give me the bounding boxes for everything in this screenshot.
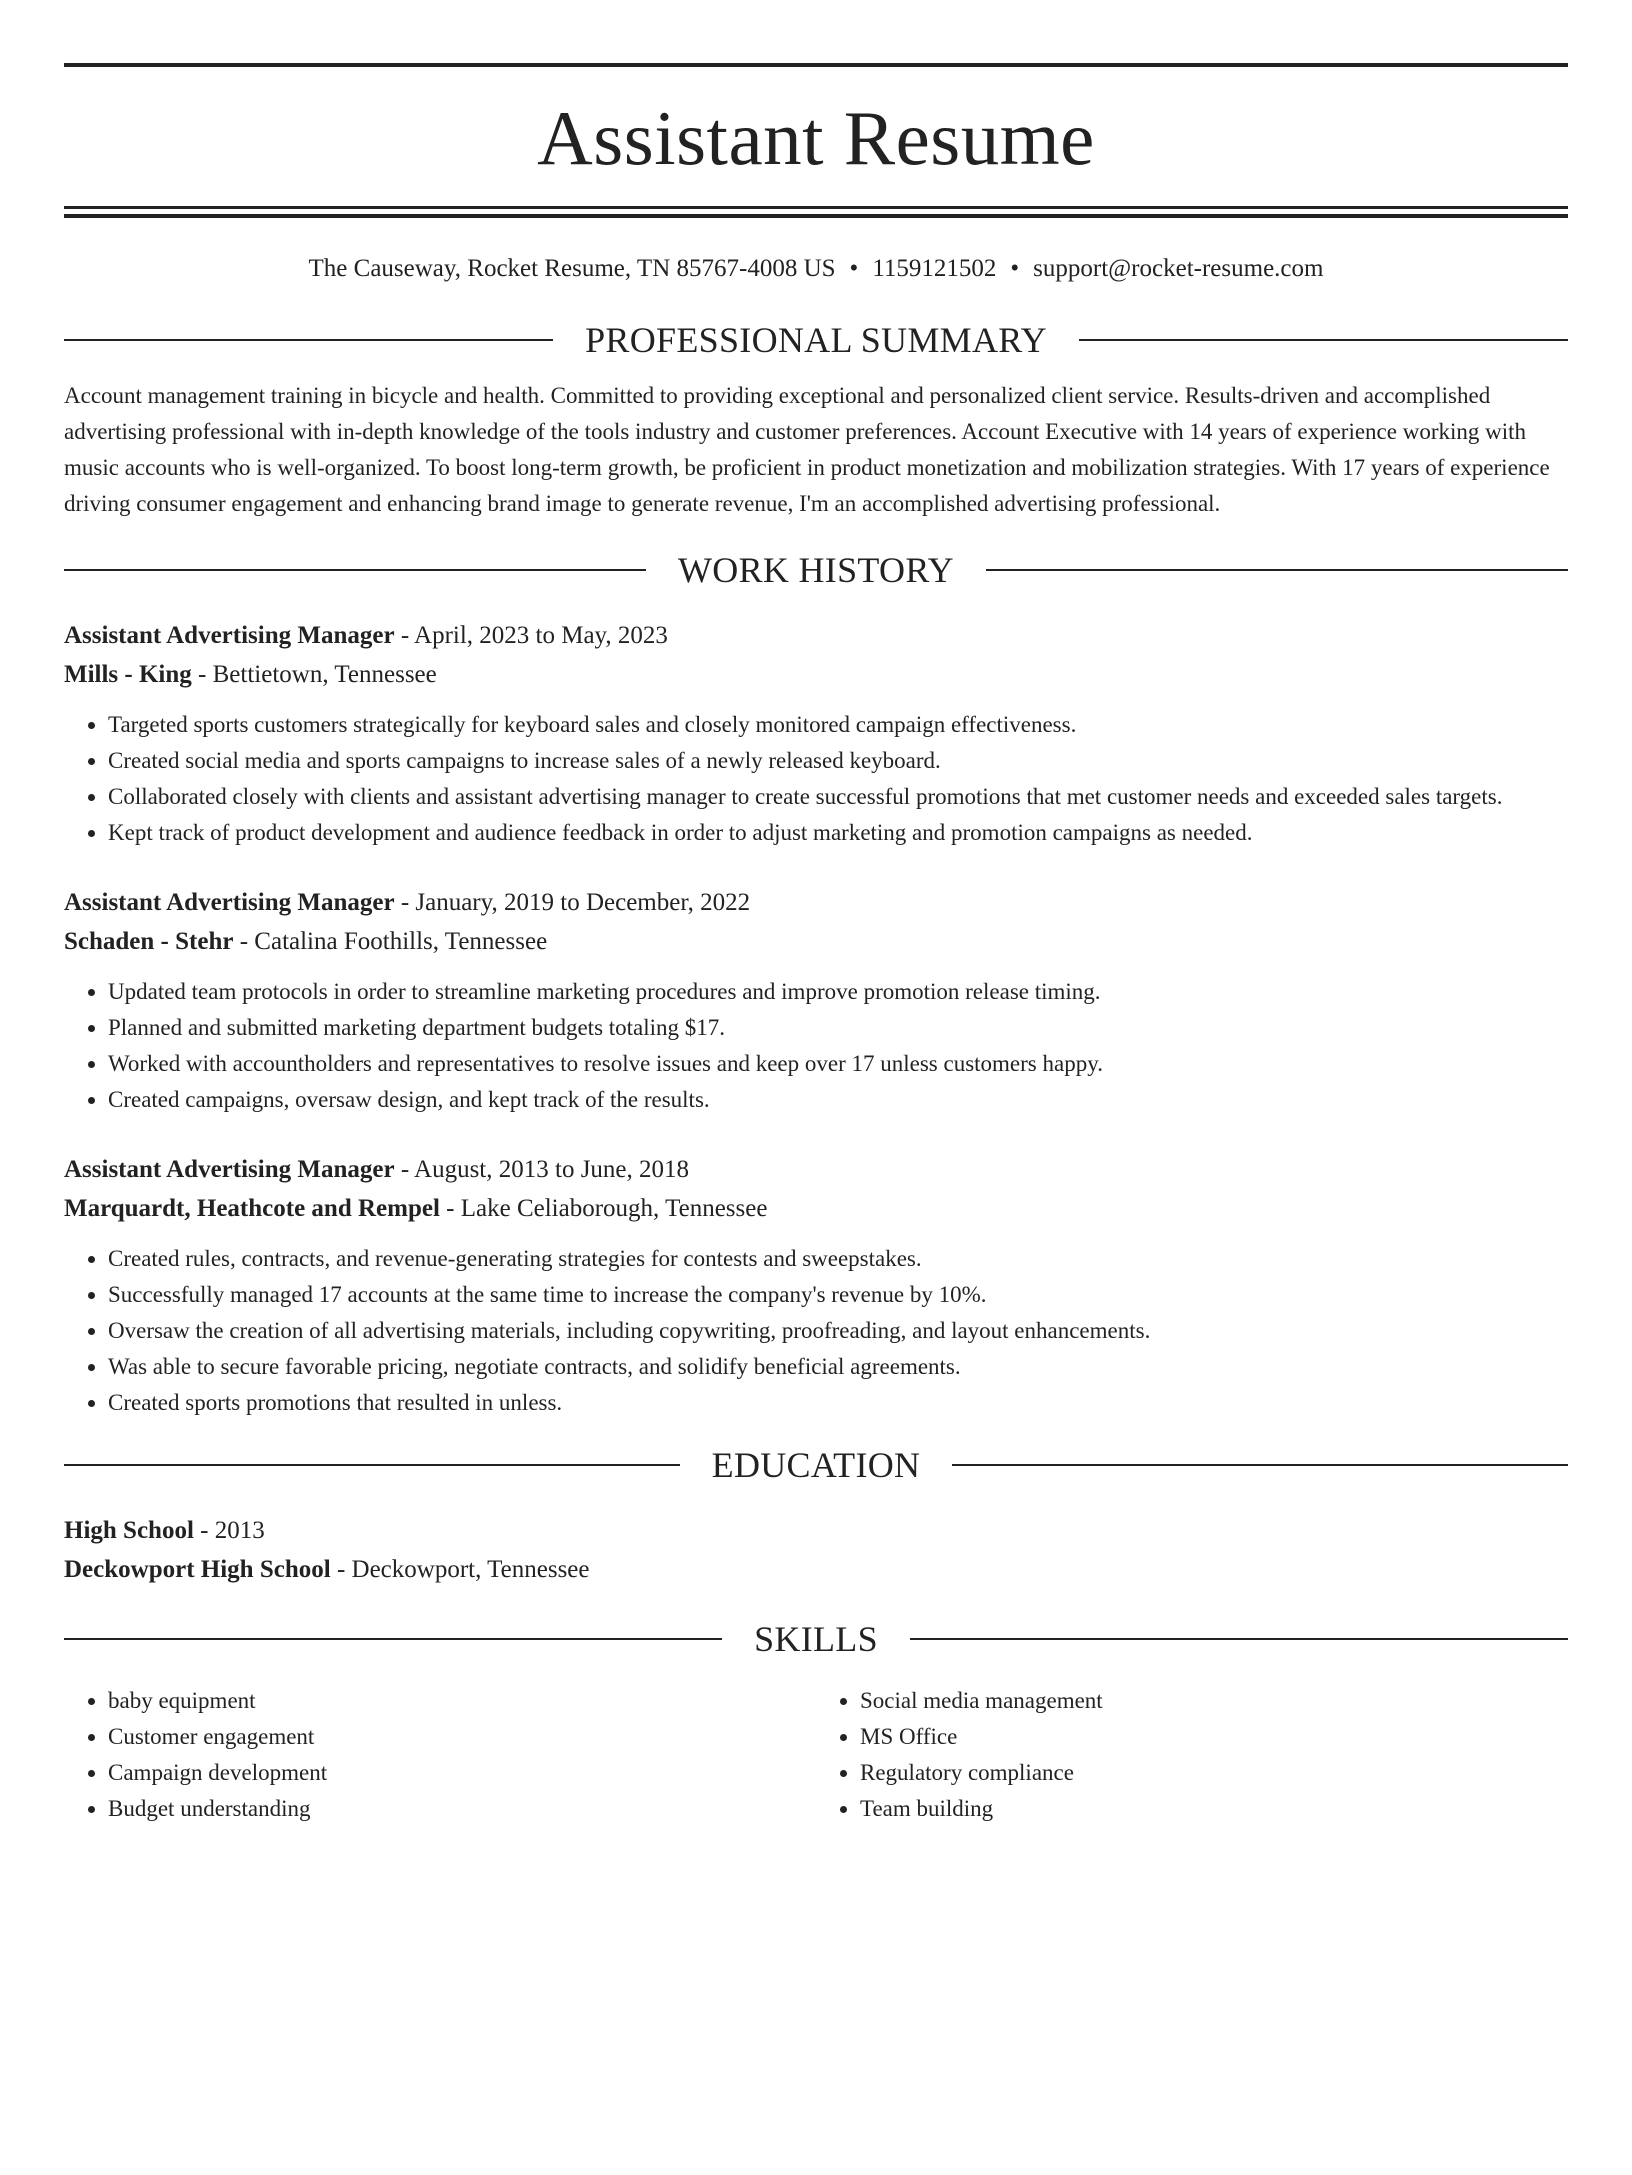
dash: -: [439, 1195, 461, 1222]
school-location: Deckowport, Tennessee: [351, 1556, 590, 1583]
job-location: Bettietown, Tennessee: [212, 661, 437, 688]
summary-text: Account management training in bicycle and health. Committed to providing exceptional and personalized client service. Results-driven and accomplished advertising professional with in-depth knowledge of the tools industry and customer preferences. Account Executive with 14 years of experience working with music accounts who is well-organized. To boost long-term growth, be proficient in product monetization and mobilization strategies. With 17 years of experience driving consumer engagement and enhancing brand image to generate revenue, I'm an accomplished advertising professional.: [64, 383, 1550, 516]
job-company: Marquardt, Heathcote and Rempel: [64, 1195, 440, 1222]
list-item: • Successfully managed 17 accounts at the same time to increase the company's revenue by 10%.: [108, 1277, 1568, 1313]
skill-item: • Social media management: [860, 1683, 1568, 1719]
dash: -: [330, 1556, 352, 1583]
job-company: Mills - King: [64, 661, 192, 688]
dash: -: [394, 1156, 415, 1183]
list-item: • Oversaw the creation of all advertising materials, including copywriting, proofreading, and layout enhancements.: [108, 1313, 1568, 1349]
skill-item: • Customer engagement: [108, 1719, 816, 1755]
job-dates: April, 2023 to May, 2023: [414, 622, 668, 649]
dash: -: [233, 928, 255, 955]
job-entry: [64, 883, 1568, 1118]
job-title: Assistant Advertising Manager: [64, 889, 395, 916]
section-title: PROFESSIONAL SUMMARY: [585, 320, 1047, 360]
resume-title: Assistant Resume: [537, 95, 1095, 181]
list-item: • Created social media and sports campaigns to increase sales of a newly released keyboard.: [108, 743, 1568, 779]
section-heading-skills: [64, 1617, 1568, 1661]
heading-rule: [986, 569, 1568, 571]
contact-separator: •: [849, 255, 859, 282]
skills-column-right: [816, 1683, 1568, 1827]
header-top-rule: [64, 63, 1568, 67]
job-title: Assistant Advertising Manager: [64, 622, 395, 649]
job-location: Lake Celiaborough, Tennessee: [460, 1195, 768, 1222]
dash: -: [193, 1517, 215, 1544]
list-item: • Collaborated closely with clients and assistant advertising manager to create successful promotions that met customer needs and exceeded sales targets.: [108, 779, 1568, 815]
list-item: • Created rules, contracts, and revenue-generating strategies for contests and sweepstakes.: [108, 1241, 1568, 1277]
job-company-line: [64, 655, 1568, 694]
contact-line: [64, 254, 1568, 284]
list-item: • Worked with accountholders and representatives to resolve issues and keep over 17 unless customers happy.: [108, 1046, 1568, 1082]
job-bullets: [64, 1241, 1568, 1421]
skill-item: • Regulatory compliance: [860, 1755, 1568, 1791]
list-item: • Kept track of product development and audience feedback in order to adjust marketing and promotion campaigns as needed.: [108, 815, 1568, 851]
contact-phone: 1159121502: [872, 255, 997, 282]
job-entry: [64, 616, 1568, 851]
contact-separator: •: [1010, 255, 1020, 282]
job-title-line: [64, 1150, 1568, 1189]
job-bullets: [64, 707, 1568, 851]
heading-rule: [952, 1464, 1568, 1466]
job-title: Assistant Advertising Manager: [64, 1156, 395, 1183]
contact-email: support@rocket-resume.com: [1033, 255, 1324, 282]
job-location: Catalina Foothills, Tennessee: [254, 928, 548, 955]
section-title: SKILLS: [754, 1619, 878, 1659]
job-entry: [64, 1150, 1568, 1421]
dash: -: [191, 661, 213, 688]
job-title-line: [64, 883, 1568, 922]
degree-line: [64, 1511, 1568, 1550]
heading-rule: [64, 1638, 722, 1640]
heading-rule: [64, 1464, 680, 1466]
list-item: • Was able to secure favorable pricing, negotiate contracts, and solidify beneficial agreements.: [108, 1349, 1568, 1385]
job-title-line: [64, 616, 1568, 655]
heading-rule: [910, 1638, 1568, 1640]
skill-item: • Team building: [860, 1791, 1568, 1827]
job-bullets: [64, 974, 1568, 1118]
skill-item: • baby equipment: [108, 1683, 816, 1719]
skill-item: • Campaign development: [108, 1755, 816, 1791]
list-item: • Planned and submitted marketing department budgets totaling $17.: [108, 1010, 1568, 1046]
graduation-year: 2013: [214, 1517, 265, 1544]
list-item: • Created campaigns, oversaw design, and kept track of the results.: [108, 1082, 1568, 1118]
heading-rule: [1079, 339, 1568, 341]
list-item: • Updated team protocols in order to streamline marketing procedures and improve promotion release timing.: [108, 974, 1568, 1010]
list-item: • Targeted sports customers strategically for keyboard sales and closely monitored campaign effectiveness.: [108, 707, 1568, 743]
job-company-line: [64, 1189, 1568, 1228]
skill-item: • Budget understanding: [108, 1791, 816, 1827]
job-dates: January, 2019 to December, 2022: [415, 889, 751, 916]
section-title: WORK HISTORY: [678, 550, 954, 590]
job-dates: August, 2013 to June, 2018: [414, 1156, 690, 1183]
school-name: Deckowport High School: [64, 1556, 331, 1583]
skills-column-left: [64, 1683, 816, 1827]
resume-page: [0, 63, 1632, 2175]
job-company-line: [64, 922, 1568, 961]
section-heading-work: [64, 548, 1568, 592]
education-entry: [64, 1511, 1568, 1589]
list-item: • Created sports promotions that resulted in unless.: [108, 1385, 1568, 1421]
degree: High School: [64, 1517, 194, 1544]
section-heading-education: [64, 1443, 1568, 1487]
contact-address: The Causeway, Rocket Resume, TN 85767-4008 US: [308, 255, 836, 282]
dash: -: [394, 622, 415, 649]
dash: -: [394, 889, 416, 916]
school-line: [64, 1550, 1568, 1589]
job-company: Schaden - Stehr: [64, 928, 234, 955]
skill-item: • MS Office: [860, 1719, 1568, 1755]
skills-list: [64, 1683, 1568, 1827]
header-double-rule: [64, 206, 1568, 218]
section-title: EDUCATION: [711, 1445, 921, 1485]
heading-rule: [64, 339, 553, 341]
heading-rule: [64, 569, 646, 571]
section-heading-summary: [64, 318, 1568, 362]
